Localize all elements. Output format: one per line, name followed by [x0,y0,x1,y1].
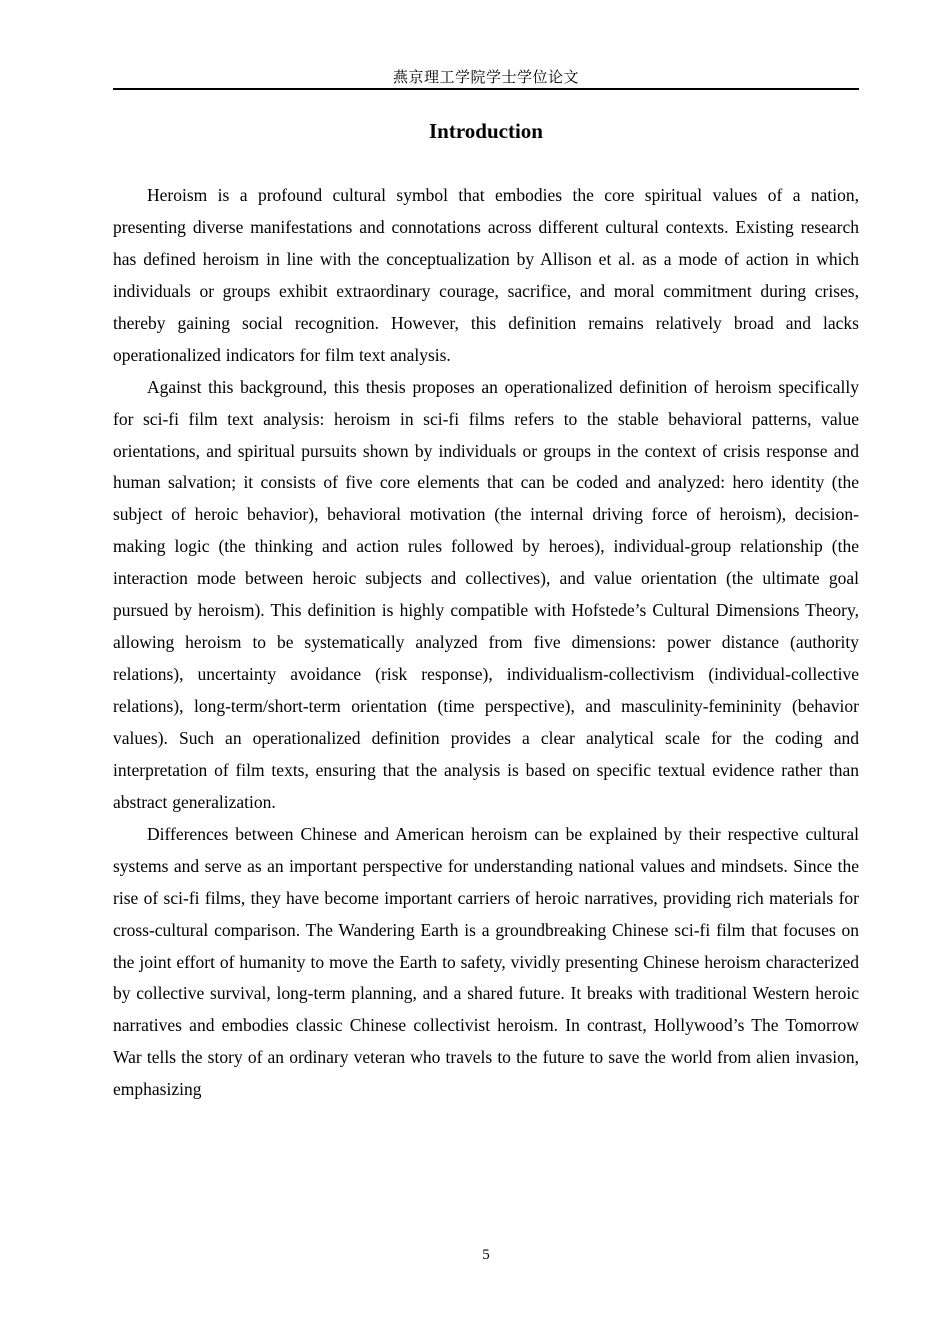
running-header: 燕京理工学院学士学位论文 [392,70,579,86]
paragraph-3: Differences between Chinese and American heroism can be explained by their respective cultural systems and serve as an important perspective for understanding national values and mindsets. Since the rise of sci-fi films, they have become important carriers of heroic narratives, providing rich materials for cross-cultural comparison. The Wandering Earth is a groundbreaking Chinese sci-fi film that focuses on the joint effort of humanity to move the Earth to safety, vividly presenting Chinese heroism characterized by collective survival, long-term planning, and a shared future. It breaks with traditional Western heroic narratives and embodies classic Chinese collectivist heroism. In contrast, Hollywood’s The Tomorrow War tells the story of an ordinary veteran who travels to the future to save the world from alien invasion, emphasizing [113,823,859,1100]
page-number: 5 [482,1247,490,1263]
paragraph-1: Heroism is a profound cultural symbol that embodies the core spiritual values of a nation, presenting diverse manifestations and connotations across different cultural contexts. Existing research has defined heroism in line with the conceptualization by Allison et al. as a mode of action in which individuals or groups exhibit extraordinary courage, sacrifice, and moral commitment during crises, thereby gaining social recognition. However, this definition remains relatively broad and lacks operationalized indicators for film text analysis. [113,185,859,365]
body-text [113,180,859,1106]
section-title: Introduction [429,119,543,143]
paragraph-2: Against this background, this thesis proposes an operationalized definition of heroism specifically for sci-fi film text analysis: heroism in sci-fi films refers to the stable behavioral patterns, value orientations, and spiritual pursuits shown by individuals or groups in the context of crisis response and human salvation; it consists of five core elements that can be coded and analyzed: hero identity (the subject of heroic behavior), behavioral motivation (the internal driving force of heroism), decision-making logic (the thinking and action rules followed by heroes), individual-group relationship (the interaction mode between heroic subjects and collectives), and value orientation (the ultimate goal pursued by heroism). This definition is highly compatible with Hofstede’s Cultural Dimensions Theory, allowing heroism to be systematically analyzed from five dimensions: power distance (authority relations), uncertainty avoidance (risk response), individualism-collectivism (individual-collective relations), long-term/short-term orientation (time perspective), and masculinity-femininity (behavior values). Such an operationalized definition provides a clear analytical scale for the coding and interpretation of film texts, ensuring that the analysis is based on specific textual evidence rather than abstract generalization. [113,376,859,812]
header-divider [113,88,859,90]
